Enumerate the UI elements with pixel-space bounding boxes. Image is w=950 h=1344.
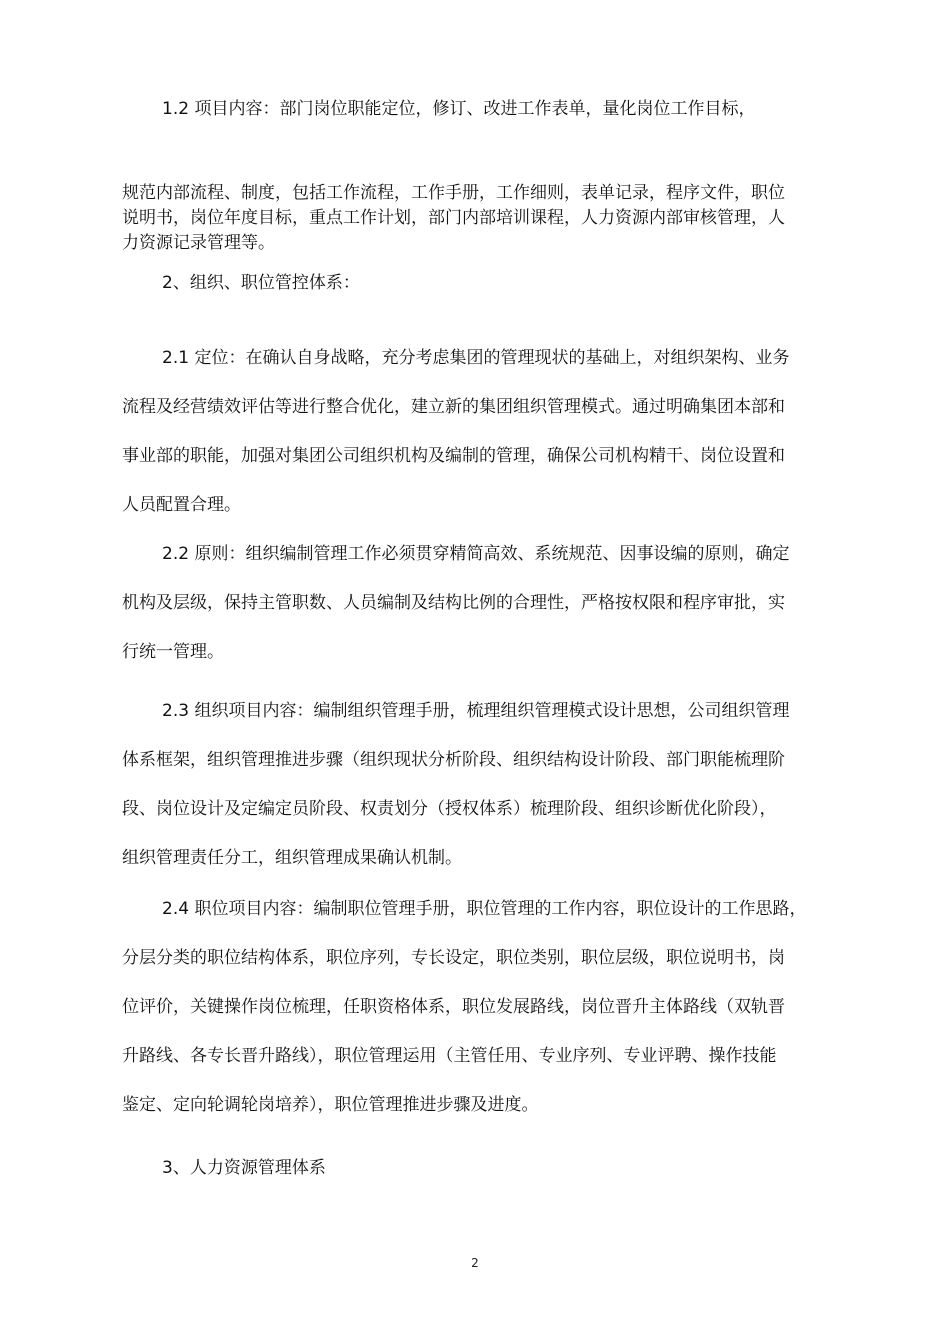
text-line: 人员配置合理。: [122, 495, 241, 515]
text-line: 组织管理责任分工，组织管理成果确认机制。: [122, 848, 462, 868]
text-line: 鉴定、定向轮调轮岗培养），职位管理推进步骤及进度。: [122, 1095, 539, 1115]
text-line: 机构及层级，保持主管职数、人员编制及结构比例的合理性，严格按权限和程序审批，实: [122, 593, 785, 613]
text-line: 力资源记录管理等。: [122, 233, 275, 253]
text-line: 体系框架，组织管理推进步骤（组织现状分析阶段、组织结构设计阶段、部门职能梳理阶: [122, 750, 785, 770]
paragraph-2-4-position-content: [122, 885, 834, 1130]
text-line: 2.3 组织项目内容：编制组织管理手册，梳理组织管理模式设计思想，公司组织管理: [162, 701, 790, 721]
text-line: 说明书，岗位年度目标，重点工作计划，部门内部培训课程，人力资源内部审核管理，人: [122, 208, 785, 228]
paragraph-norms-list: [122, 181, 834, 256]
page-number: 2: [471, 1256, 479, 1270]
section-heading-3: [122, 1156, 874, 1180]
text-line: 段、岗位设计及定编定员阶段、权责划分（授权体系）梳理阶段、组织诊断优化阶段），: [122, 799, 777, 819]
text-line: 分层分类的职位结构体系，职位序列，专长设定，职位类别，职位层级，职位说明书，岗: [122, 948, 785, 968]
text-line: 升路线、各专长晋升路线），职位管理运用（主管任用、专业序列、专业评聘、操作技能: [122, 1046, 777, 1066]
text-line: 2.1 定位：在确认自身战略，充分考虑集团的管理现状的基础上，对组织架构、业务: [162, 348, 790, 368]
text-line: 2.4 职位项目内容：编制职位管理手册，职位管理的工作内容，职位设计的工作思路，: [162, 899, 807, 919]
text-line: 事业部的职能，加强对集团公司组织机构及编制的管理，确保公司机构精干、岗位设置和: [122, 446, 785, 466]
text-line: 流程及经营绩效评估等进行整合优化，建立新的集团组织管理模式。通过明确集团本部和: [122, 397, 785, 417]
text-line: 2.2 原则：组织编制管理工作必须贯穿精简高效、系统规范、因事设编的原则，确定: [162, 544, 790, 564]
section-heading: 2、组织、职位管控体系：: [162, 273, 360, 293]
text-line: 行统一管理。: [122, 642, 224, 662]
section-heading: 3、人力资源管理体系: [162, 1158, 326, 1178]
text-line: 1.2 项目内容：部门岗位职能定位，修订、改进工作表单，量化岗位工作目标，: [162, 99, 756, 119]
text-line: 位评价，关键操作岗位梳理，任职资格体系，职位发展路线，岗位晋升主体路线（双轨晋: [122, 997, 785, 1017]
paragraph-2-3-organization-content: [122, 687, 834, 883]
paragraph-1-2-project-content: [122, 97, 874, 121]
section-heading-2: [122, 271, 874, 295]
paragraph-2-1-positioning: [122, 334, 834, 530]
paragraph-2-2-principles: [122, 530, 834, 677]
text-line: 规范内部流程、制度，包括工作流程，工作手册，工作细则，表单记录，程序文件，职位: [122, 183, 785, 203]
